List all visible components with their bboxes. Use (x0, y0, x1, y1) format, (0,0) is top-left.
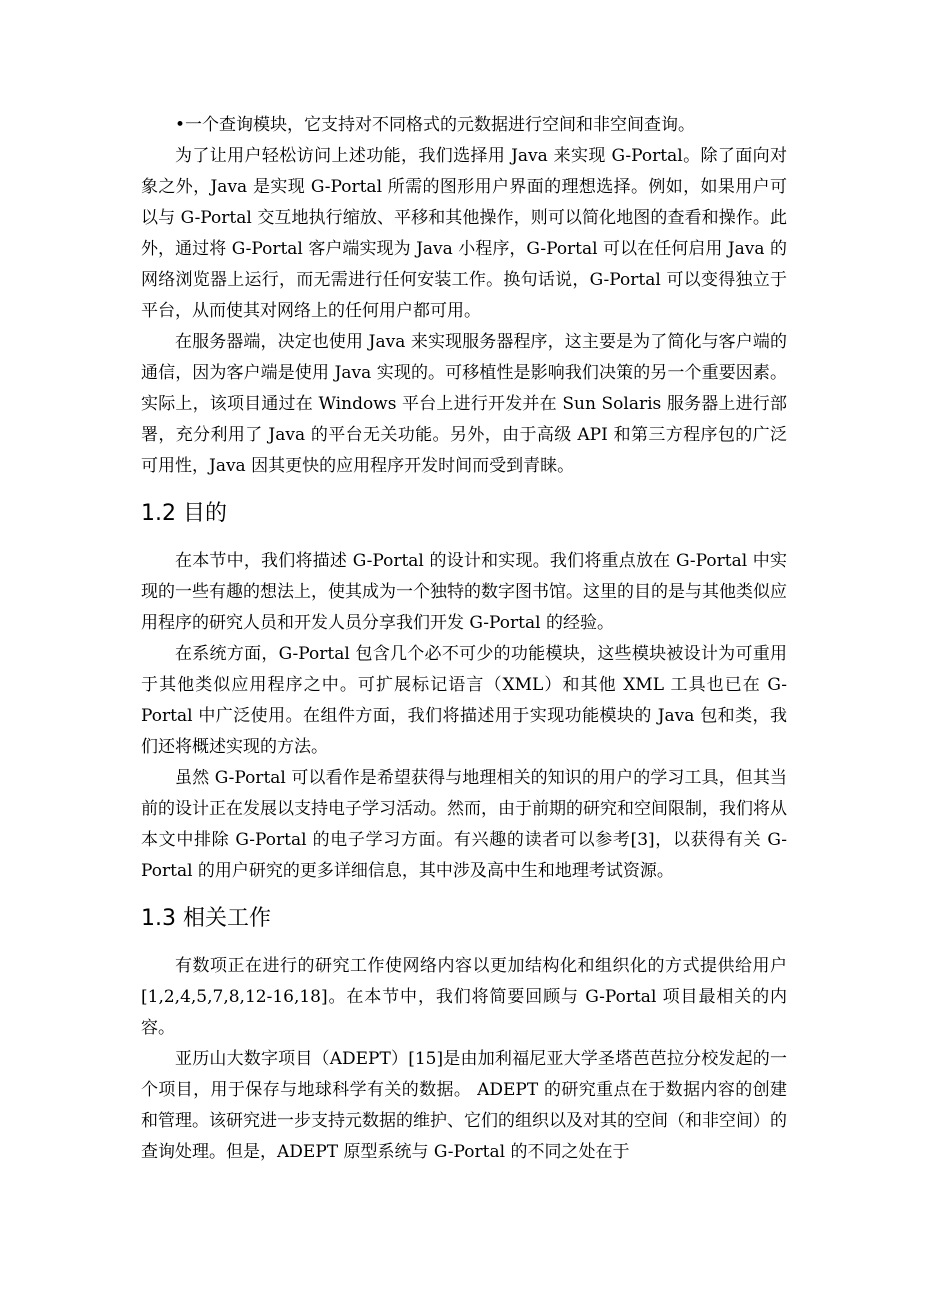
paragraph-purpose-elearning: 虽然 G-Portal 可以看作是希望获得与地理相关的知识的用户的学习工具，但其当前的设计正在发展以支持电子学习活动。然而，由于前期的研究和空间限制，我们将从本文中排除 G-Portal 的电子学习方面。有兴趣的读者可以参考[3]，以获得有关 G-Portal 的用户研究的更多详细信息，其中涉及高中生和地理考试资源。 (141, 768, 787, 881)
document-body (141, 110, 787, 1168)
paragraph-java-client: 为了让用户轻松访问上述功能，我们选择用 Java 来实现 G-Portal。除了面向对象之外，Java 是实现 G-Portal 所需的图形用户界面的理想选择。例如，如果用户可以与 G-Portal 交互地执行缩放、平移和其他操作，则可以简化地图的查看和操作。此外，通过将 G-Portal 客户端实现为 Java 小程序，G-Portal 可以在任何启用 Java 的网络浏览器上运行，而无需进行任何安装工作。换句话说，G-Portal 可以变得独立于平台，从而使其对网络上的任何用户都可用。 (141, 146, 787, 321)
paragraph-java-server: 在服务器端，决定也使用 Java 来实现服务器程序，这主要是为了简化与客户端的通信，因为客户端是使用 Java 实现的。可移植性是影响我们决策的另一个重要因素。实际上，该项目通过在 Windows 平台上进行开发并在 Sun Solaris 服务器上进行部署，充分利用了 Java 的平台无关功能。另外，由于高级 API 和第三方程序包的广泛可用性，Java 因其更快的应用程序开发时间而受到青睐。 (141, 332, 787, 476)
paragraph-purpose-system: 在系统方面，G-Portal 包含几个必不可少的功能模块，这些模块被设计为可重用于其他类似应用程序之中。可扩展标记语言（XML）和其他 XML 工具也已在 G-Portal 中广泛使用。在组件方面，我们将描述用于实现功能模块的 Java 包和类，我们还将概述实现的方法。 (141, 644, 787, 757)
paragraph-related-intro: 有数项正在进行的研究工作使网络内容以更加结构化和组织化的方式提供给用户[1,2,4,5,7,8,12-16,18]。在本节中，我们将简要回顾与 G-Portal 项目最相关的内容。 (141, 956, 787, 1038)
paragraph-purpose-intro: 在本节中，我们将描述 G-Portal 的设计和实现。我们将重点放在 G-Portal 中实现的一些有趣的想法上，使其成为一个独特的数字图书馆。这里的目的是与其他类似应用程序的研究人员和开发人员分享我们开发 G-Portal 的经验。 (141, 551, 787, 633)
bullet-paragraph-query-module: •一个查询模块，它支持对不同格式的元数据进行空间和非空间查询。 (175, 115, 696, 135)
section-heading-related-work: 1.3 相关工作 (141, 906, 271, 931)
section-heading-purpose: 1.2 目的 (141, 501, 227, 526)
paragraph-related-adept: 亚历山大数字项目（ADEPT）[15]是由加利福尼亚大学圣塔芭芭拉分校发起的一个项目，用于保存与地球科学有关的数据。 ADEPT 的研究重点在于数据内容的创建和管理。该研究进一步支持元数据的维护、它们的组织以及对其的空间（和非空间）的查询处理。但是，ADEPT 原型系统与 G-Portal 的不同之处在于 (141, 1049, 787, 1162)
